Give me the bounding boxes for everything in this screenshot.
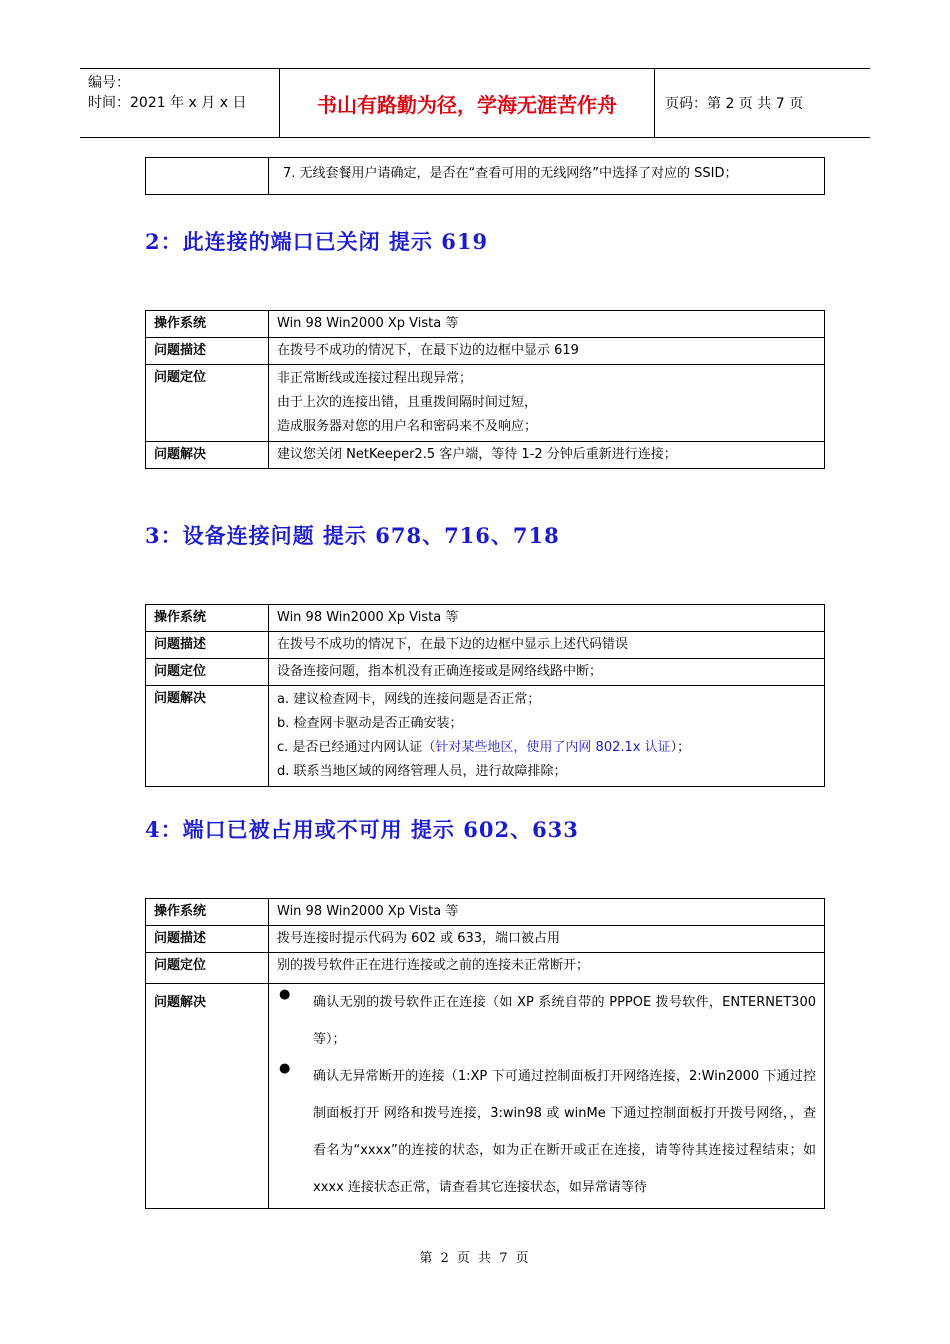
table-row: [146, 926, 825, 953]
locate-line: 非正常断线或连接过程出现异常；: [277, 371, 473, 386]
os-label: 操作系统: [146, 899, 269, 926]
desc-label: 问题描述: [146, 338, 269, 365]
bullet-icon: ●: [279, 1061, 291, 1076]
solve-step-c: [277, 736, 816, 760]
doc-number-label: 编号：: [88, 75, 130, 91]
os-value: Win 98 Win2000 Xp Vista 等: [269, 605, 825, 632]
os-label: 操作系统: [146, 311, 269, 338]
header-meta: [80, 69, 280, 137]
table-row: [146, 899, 825, 926]
os-value: Win 98 Win2000 Xp Vista 等: [269, 311, 825, 338]
header-motto: 书山有路勤为径，学海无涯苦作舟: [280, 69, 655, 137]
locate-value: 别的拨号软件正在进行连接或之前的连接未正常断开；: [269, 953, 825, 984]
header-page-code: 页码：第 2 页 共 7 页: [665, 96, 804, 112]
table-row: [146, 311, 825, 338]
date-label: 时间：2021 年 x 月 x 日: [88, 95, 247, 111]
section-title-619: 2：此连接的端口已关闭 提示 619: [145, 229, 489, 254]
table-row: [146, 365, 825, 442]
empty-label-cell: [146, 158, 269, 195]
os-value: Win 98 Win2000 Xp Vista 等: [269, 899, 825, 926]
table-row: [146, 158, 825, 195]
table-602: [145, 898, 825, 1209]
table-row: [146, 338, 825, 365]
continued-table: [145, 157, 825, 195]
locate-value: [269, 365, 825, 442]
table-619: [145, 310, 825, 469]
section-title-678: 3：设备连接问题 提示 678、716、718: [145, 523, 560, 548]
os-label: 操作系统: [146, 605, 269, 632]
solve-step-b: b. 检查网卡驱动是否正确安装；: [277, 716, 463, 731]
locate-line: 由于上次的连接出错，且重拨间隔时间过短，: [277, 395, 538, 410]
solve-step-c-pre: c. 是否已经通过内网认证（: [277, 740, 436, 755]
table-678: [145, 604, 825, 787]
page-header: [80, 68, 870, 138]
desc-label: 问题描述: [146, 926, 269, 953]
continued-text: 7. 无线套餐用户请确定，是否在“查看可用的无线网络”中选择了对应的 SSID；: [269, 158, 825, 195]
table-row: [146, 686, 825, 787]
section-title-602: 4：端口已被占用或不可用 提示 602、633: [145, 817, 579, 842]
table-row: [146, 605, 825, 632]
table-row: [146, 442, 825, 469]
locate-label: 问题定位: [146, 953, 269, 984]
desc-value: 拨号连接时提示代码为 602 或 633，端口被占用: [269, 926, 825, 953]
solve-step-a: a. 建议检查网卡，网线的连接问题是否正常；: [277, 692, 541, 707]
solve-label: 问题解决: [146, 984, 269, 1209]
solve-value: [269, 686, 825, 787]
desc-label: 问题描述: [146, 632, 269, 659]
bullet-icon: ●: [279, 987, 291, 1002]
table-row: [146, 984, 825, 1209]
locate-line: 造成服务器对您的用户名和密码来不及响应；: [277, 419, 538, 434]
bullet-text: 确认无别的拨号软件正在连接（如 XP 系统自带的 PPPOE 拨号软件，ENTERNET300 等）；: [313, 995, 816, 1047]
table-row: [146, 659, 825, 686]
locate-label: 问题定位: [146, 659, 269, 686]
locate-value: 设备连接问题，指本机没有正确连接或是网络线路中断；: [269, 659, 825, 686]
solve-label: 问题解决: [146, 442, 269, 469]
solve-value: [269, 984, 825, 1209]
desc-value: 在拨号不成功的情况下，在最下边的边框中显示上述代码错误: [269, 632, 825, 659]
solve-step-c-post: ）；: [670, 740, 691, 755]
page-footer: 第 2 页 共 7 页: [419, 1251, 531, 1266]
list-item: [277, 1058, 816, 1206]
solve-value: 建议您关闭 NetKeeper2.5 客户端，等待 1-2 分钟后重新进行连接；: [269, 442, 825, 469]
desc-value: 在拨号不成功的情况下，在最下边的边框中显示 619: [269, 338, 825, 365]
locate-label: 问题定位: [146, 365, 269, 442]
table-row: [146, 953, 825, 984]
bullet-text: 确认无异常断开的连接（1:XP 下可通过控制面板打开网络连接，2:Win2000 下通过控制面板打开 网络和拨号连接，3:win98 或 winMe 下通过控制面板打开拨号网络，，查看名为“xxxx”的连接的状态，如为正在断开或正在连接，请等待其连接过程结束；如 xxxx 连接状态正常，请查看其它连接状态，如异常请等待: [313, 1069, 816, 1195]
solve-step-c-note: 针对某些地区，使用了内网 802.1x 认证: [435, 740, 671, 755]
solve-label: 问题解决: [146, 686, 269, 787]
list-item: [277, 984, 816, 1058]
table-row: [146, 632, 825, 659]
solve-step-d: d. 联系当地区域的网络管理人员，进行故障排除；: [277, 764, 567, 779]
